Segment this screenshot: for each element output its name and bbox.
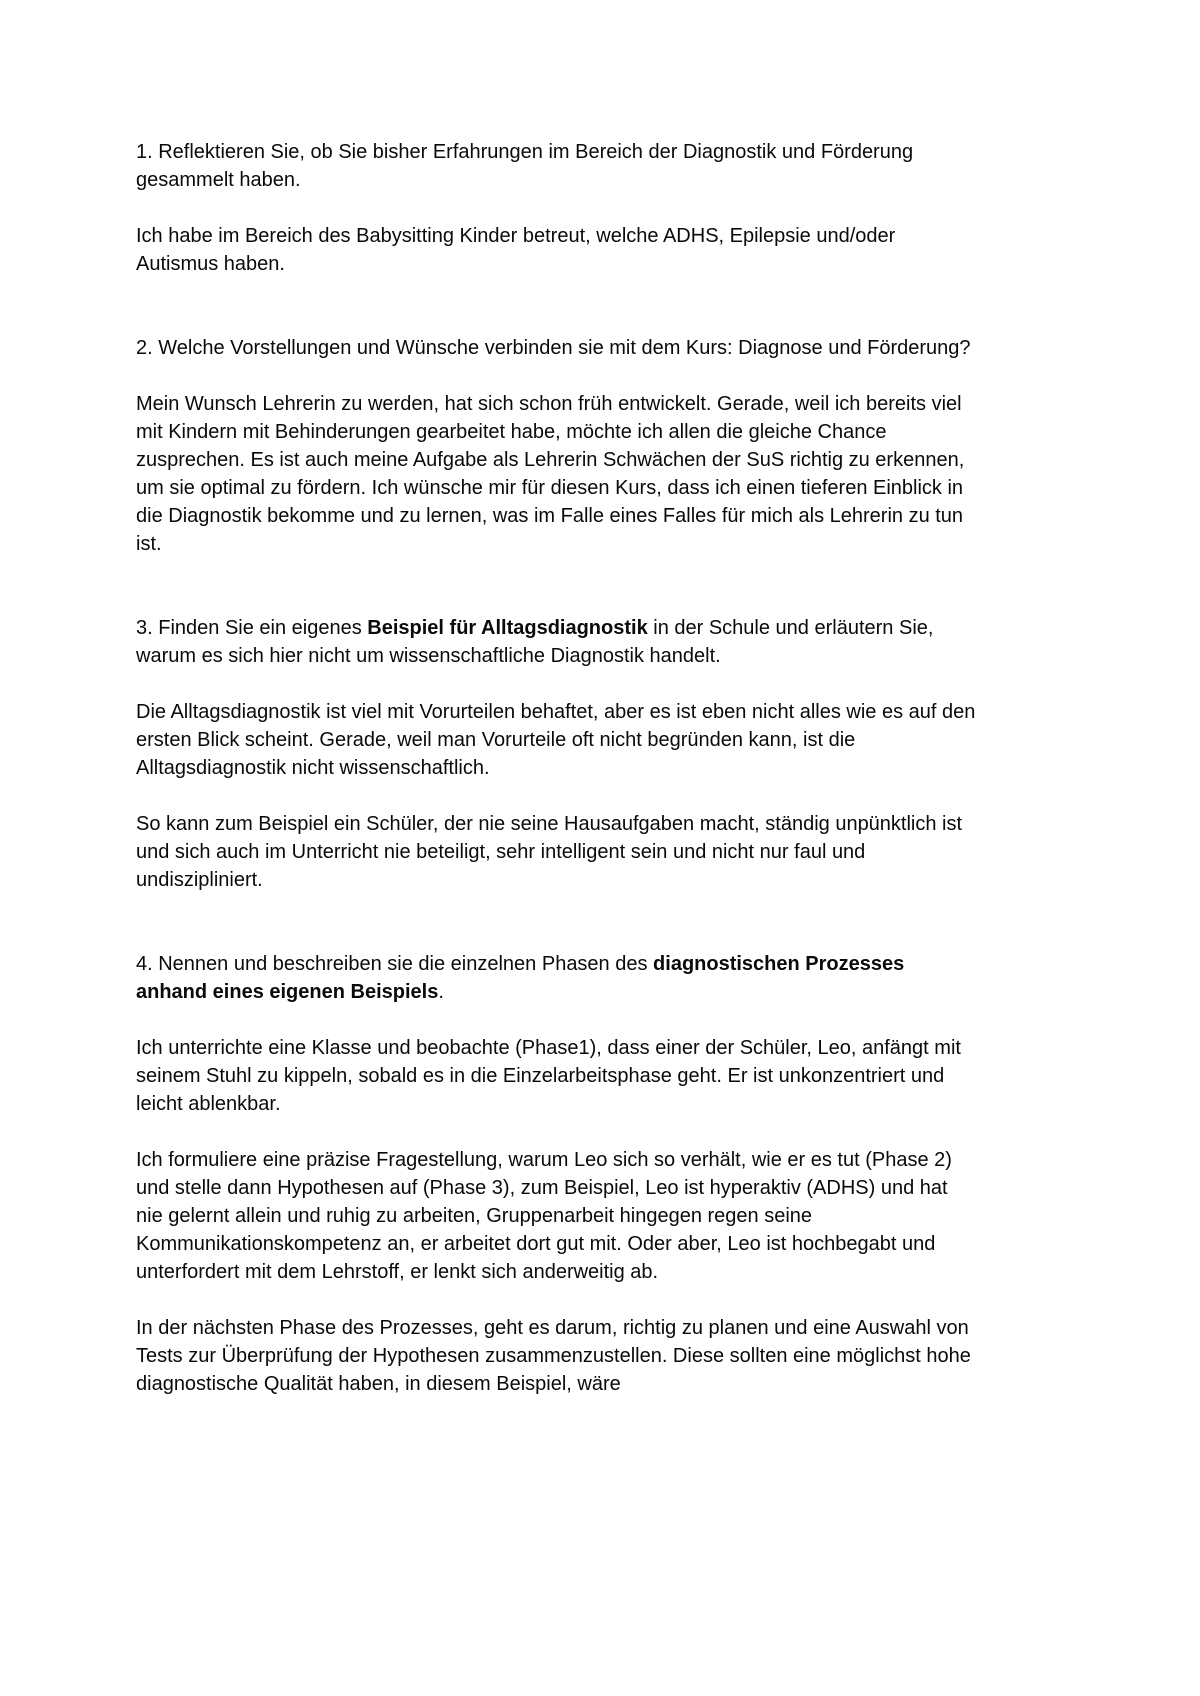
- answer-3-paragraph-1: Die Alltagsdiagnostik ist viel mit Vorurteilen behaftet, aber es ist eben nicht alles wie es auf den ersten Blick scheint. Gerade, weil man Vorurteile oft nicht begründen kann, ist die Alltagsdiagnostik nicht wissenschaftlich.: [136, 701, 976, 779]
- answer-4-paragraph-1: Ich unterrichte eine Klasse und beobachte (Phase1), dass einer der Schüler, Leo, anfängt mit seinem Stuhl zu kippeln, sobald es in die Einzelarbeitsphase geht. Er ist unkonzentriert und leicht ablenkbar.: [136, 1037, 961, 1115]
- question-3-text-part-3: in der Schule und erläutern Sie, warum es sich hier nicht um wissenschaftliche Diagnostik handelt.: [136, 617, 934, 667]
- question-3-text-part-1: 3. Finden Sie ein eigenes: [136, 617, 368, 639]
- question-4-text-part-1: 4. Nennen und beschreiben sie die einzelnen Phasen des: [136, 953, 654, 975]
- answer-4-paragraph-3: In der nächsten Phase des Prozesses, geht es darum, richtig zu planen und eine Auswahl von Tests zur Überprüfung der Hypothesen zusammenzustellen. Diese sollten eine möglichst hohe diagnostische Qualität haben, in diesem Beispiel, wäre: [136, 1317, 971, 1395]
- qa-section-1: [136, 138, 976, 278]
- document-text-column: [136, 138, 976, 1454]
- question-3: [136, 614, 976, 670]
- question-4-text-bold: diagnostischen Prozesses anhand eines eigenen Beispiels: [136, 953, 905, 1003]
- question-2: [136, 334, 976, 362]
- question-1: [136, 138, 976, 194]
- answer-3-paragraph-2: So kann zum Beispiel ein Schüler, der nie seine Hausaufgaben macht, ständig unpünktlich ist und sich auch im Unterricht nie beteiligt, sehr intelligent sein und nicht nur faul und undiszipliniert.: [136, 813, 963, 891]
- answer-2-paragraph-1: Mein Wunsch Lehrerin zu werden, hat sich schon früh entwickelt. Gerade, weil ich bereits viel mit Kindern mit Behinderungen gearbeitet habe, möchte ich allen die gleiche Chance zusprechen. Es ist auch meine Aufgabe als Lehrerin Schwächen der SuS richtig zu erkennen, um sie optimal zu fördern. Ich wünsche mir für diesen Kurs, dass ich einen tieferen Einblick in die Diagnostik bekomme und zu lernen, was im Falle eines Falles für mich als Lehrerin zu tun ist.: [136, 393, 965, 555]
- qa-section-3: [136, 614, 976, 894]
- question-4: [136, 950, 976, 1006]
- question-2-text: 2. Welche Vorstellungen und Wünsche verbinden sie mit dem Kurs: Diagnose und Förderung?: [136, 337, 971, 359]
- qa-section-4: [136, 950, 976, 1398]
- answer-4-paragraph-2: Ich formuliere eine präzise Fragestellung, warum Leo sich so verhält, wie er es tut (Phase 2) und stelle dann Hypothesen auf (Phase 3), zum Beispiel, Leo ist hyperaktiv (ADHS) und hat nie gelernt allein und ruhig zu arbeiten, Gruppenarbeit hingegen regen seine Kommunikationskompetenz an, er arbeitet dort gut mit. Oder aber, Leo ist hochbegabt und unterfordert mit dem Lehrstoff, er lenkt sich anderweitig ab.: [136, 1149, 952, 1283]
- question-3-text-bold: Beispiel für Alltagsdiagnostik: [367, 617, 648, 639]
- qa-section-2: [136, 334, 976, 558]
- question-1-text: 1. Reflektieren Sie, ob Sie bisher Erfahrungen im Bereich der Diagnostik und Förderung gesammelt haben.: [136, 141, 914, 191]
- answer-1-paragraph-1: Ich habe im Bereich des Babysitting Kinder betreut, welche ADHS, Epilepsie und/oder Autismus haben.: [136, 225, 896, 275]
- question-4-text-part-3: .: [438, 981, 444, 1003]
